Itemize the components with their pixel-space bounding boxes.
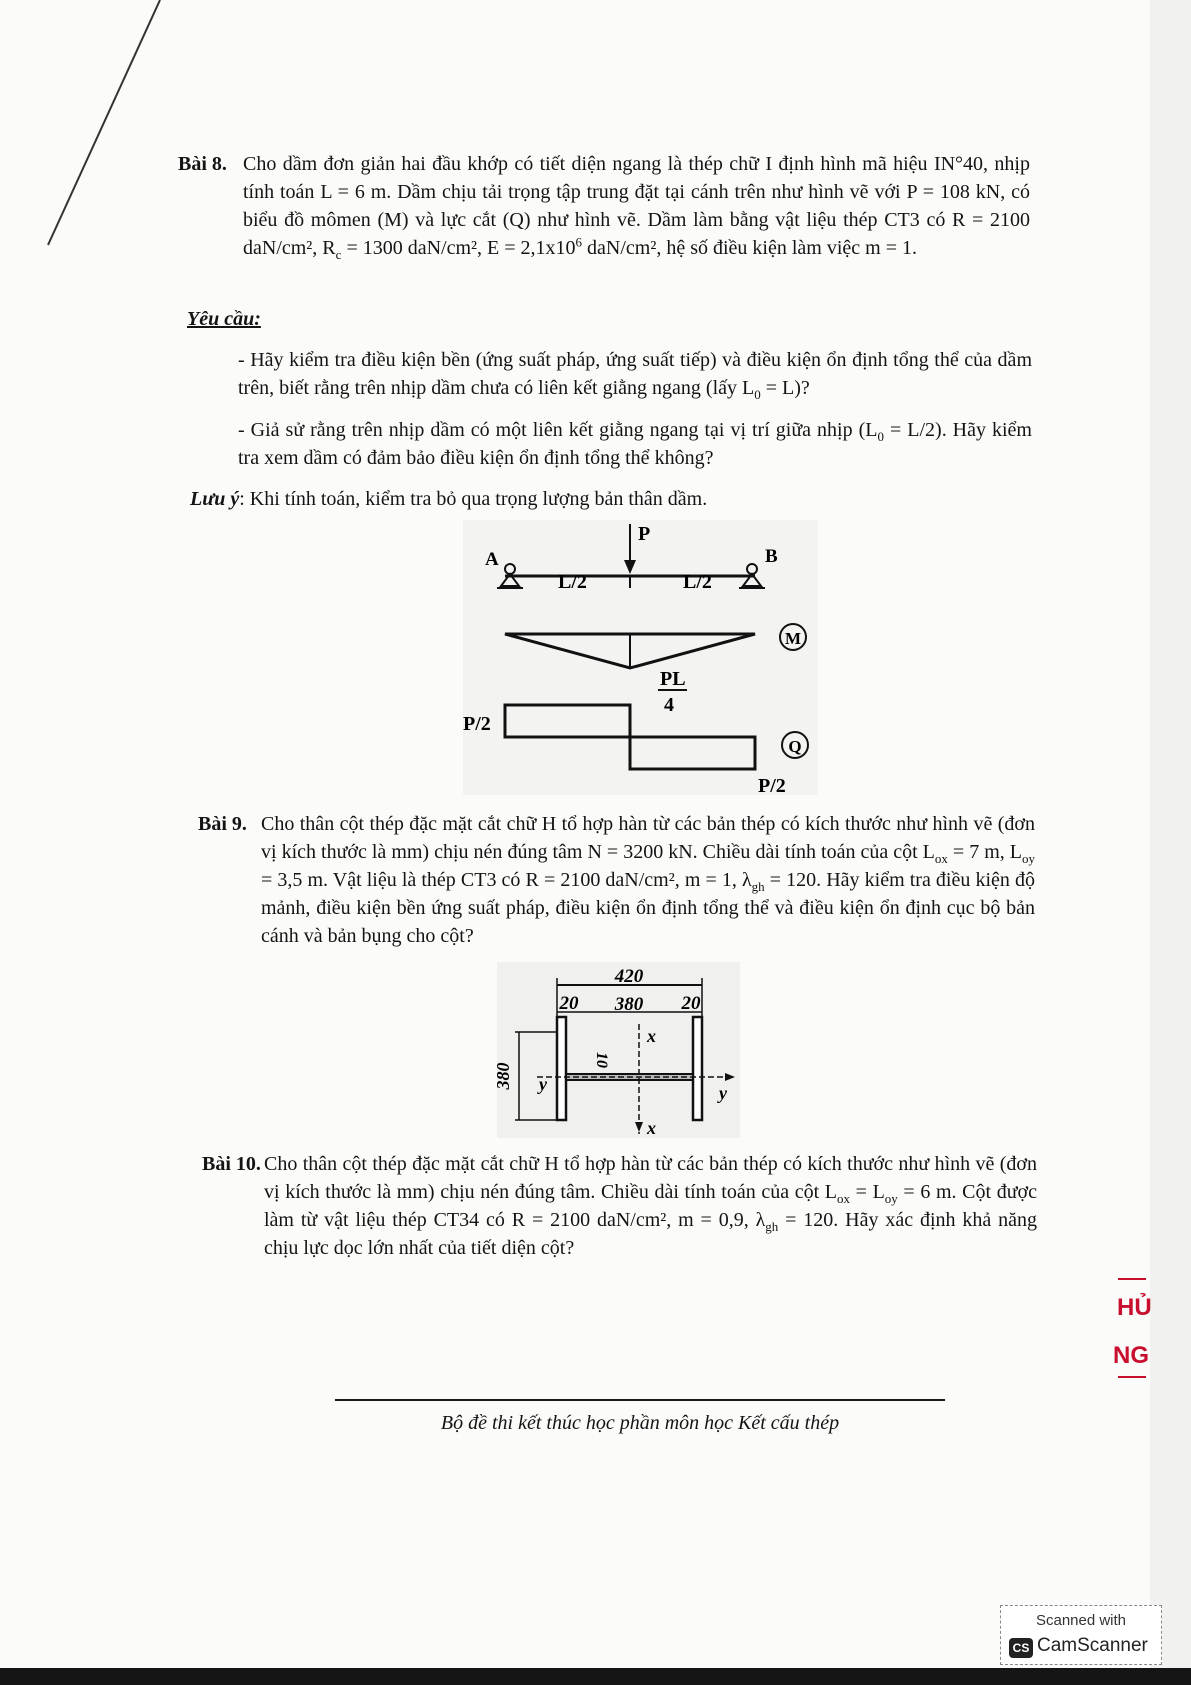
margin-mark-top <box>1118 1278 1146 1280</box>
footer-text: Bộ đề thi kết thúc học phần môn học Kết cấu thép <box>440 1412 840 1434</box>
figure-background <box>497 962 740 1138</box>
requirement-1: - Hãy kiểm tra điều kiện bền (ứng suất pháp, ứng suất tiếp) và điều kiện ổn định tổng thể của dầm trên, biết rằng trên nhịp dầm chưa có liên kết giằng ngang (lấy $L_0 = L$)? <box>238 349 1032 402</box>
dim-flange-left: 20 <box>559 993 579 1014</box>
note-text: : Khi tính toán, kiểm tra bỏ qua trọng lượng bản thân dầm. <box>239 488 708 510</box>
axis-y-right-label: y <box>719 1083 727 1103</box>
axis-x-bottom-label: x <box>647 1118 656 1138</box>
requirement-2: - Giả sử rằng trên nhịp dầm có một liên kết giằng ngang tại vị trí giữa nhịp $(L_0 = L/2)$. Hãy kiểm tra xem dầm có đảm bảo điều kiện ổn định tổng thể không? <box>238 419 1032 469</box>
page-edge <box>1150 0 1191 1685</box>
margin-mark-bottom <box>1118 1376 1146 1378</box>
camscanner-badge <box>1000 1605 1162 1665</box>
moment-value-num: PL <box>660 668 686 690</box>
margin-fragment-b: NG <box>1113 1342 1149 1369</box>
axis-y-left-label: y <box>539 1074 547 1094</box>
support-b-label: B <box>765 546 778 567</box>
support-a-label: A <box>485 549 499 570</box>
moment-value-den: 4 <box>664 694 674 716</box>
dim-total-width: 420 <box>614 966 644 987</box>
problem-9-label: Bài 9. <box>198 813 247 835</box>
load-label: P <box>638 523 651 545</box>
problem-10-text: Cho thân cột thép đặc mặt cắt chữ H tổ hợp hàn từ các bản thép có kích thước như hình vẽ (đơn vị kích thước là mm) chịu nén đúng tâm. Chiều dài tính toán của cột $L_{ox} = L_{oy} = 6$ m. Cột được làm từ vật liệu thép CT34 có R = 2100 daN/cm², m = 0,9, $\lambda_{gh} = 120$. Hãy xác định khả năng chịu lực dọc lớn nhất của tiết diện cột? <box>264 1153 1037 1259</box>
shear-tag: Q <box>788 737 802 756</box>
dim-web-height: 380 <box>614 994 644 1015</box>
dim-flange-right: 20 <box>681 993 701 1014</box>
scan-bottom-edge <box>0 1668 1191 1685</box>
moment-tag: M <box>784 629 802 648</box>
problem-8-label: Bài 8. <box>178 153 227 175</box>
problem-8-text: Cho dầm đơn giản hai đầu khớp có tiết diện ngang là thép chữ I định hình mã hiệu IN°40, nhịp tính toán L = 6 m. Dầm chịu tải trọng tập trung đặt tại cánh trên như hình vẽ với P = 108 kN, có biểu đồ mômen (M) và lực cắt (Q) như hình vẽ. Dầm làm bằng vật liệu thép CT3 có R = 2100 daN/cm², $R_c = 1300$ daN/cm², $E = 2,1x10^6$ daN/cm², hệ số điều kiện làm việc m = 1. <box>243 153 1030 262</box>
half-span-left: L/2 <box>558 571 587 593</box>
note <box>190 485 1030 513</box>
problem-8 <box>178 150 1030 262</box>
margin-fragment-a: HỦ <box>1117 1294 1152 1321</box>
shear-bottom-label: P/2 <box>758 775 786 797</box>
shear-top-label: P/2 <box>463 713 491 735</box>
problem-9 <box>198 810 1035 950</box>
problem-9-text: Cho thân cột thép đặc mặt cắt chữ H tổ hợp hàn từ các bản thép có kích thước như hình vẽ (đơn vị kích thước là mm) chịu nén đúng tâm N = 3200 kN. Chiều dài tính toán của cột $L_{ox} = 7$ m, $L_{oy} = 3,5$ m. Vật liệu là thép CT3 có R = 2100 daN/cm², m = 1, $\lambda_{gh} = 120$. Hãy kiểm tra điều kiện độ mảnh, điều kiện bền ứng suất pháp, điều kiện ổn định tổng thể và điều kiện ổn định cục bộ bản cánh và bản bụng cho cột? <box>261 813 1036 947</box>
problem-10 <box>202 1150 1037 1262</box>
camscanner-name: CamScanner <box>1037 1635 1148 1656</box>
half-span-right: L/2 <box>683 571 712 593</box>
note-label: Lưu ý <box>190 488 240 510</box>
h-section-diagram <box>493 962 740 1140</box>
problem-10-label: Bài 10. <box>202 1153 261 1175</box>
axis-x-top-label: x <box>647 1026 656 1046</box>
flange-right <box>693 1017 702 1120</box>
dim-height: 380 <box>493 1062 513 1090</box>
footer-rule <box>335 1399 945 1401</box>
requirements-title: Yêu cầu: <box>187 308 261 330</box>
fold-line <box>0 0 200 260</box>
scanned-with-text: Scanned with <box>1035 1612 1127 1629</box>
camscanner-logo-icon: CS <box>1009 1638 1033 1658</box>
dim-web-thickness: 10 <box>593 1052 610 1068</box>
flange-left <box>557 1017 566 1120</box>
beam-diagram <box>455 520 825 800</box>
